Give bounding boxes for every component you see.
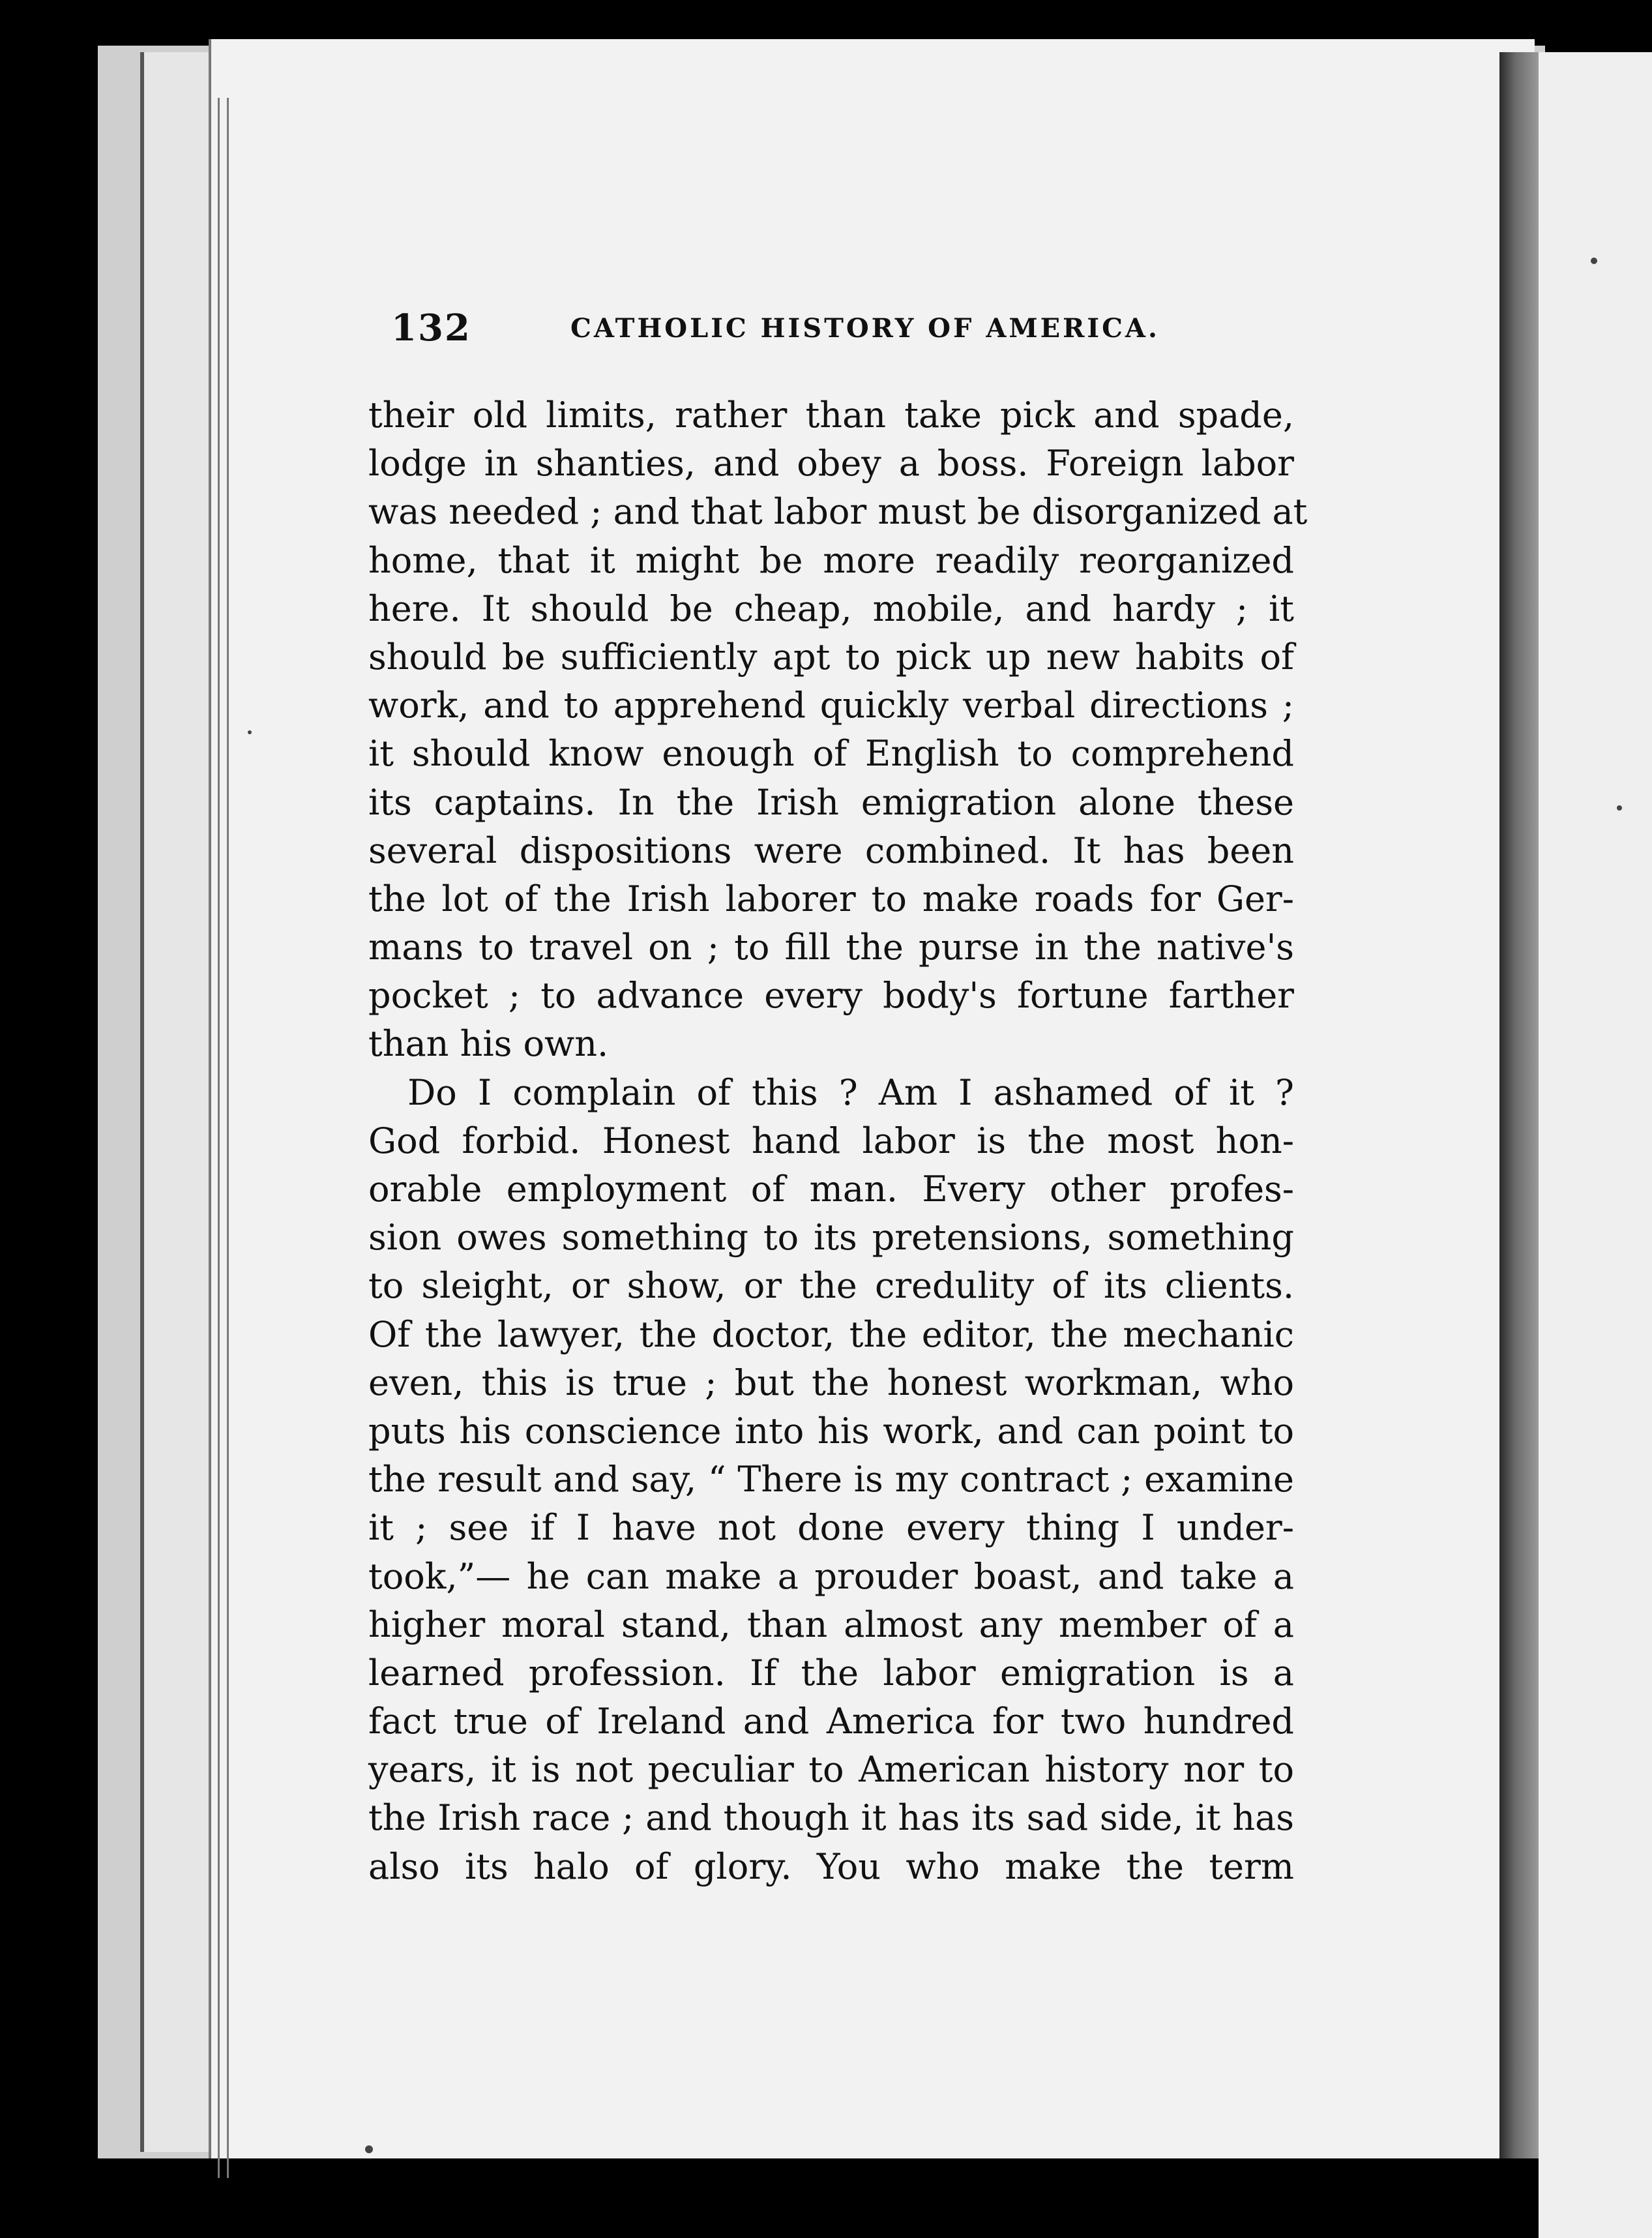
text-line: the Irish race ; and though it has its sad side, it has [368,1797,1294,1839]
text-line: Do I complain of this ? Am I ashamed of it ? [407,1071,1294,1113]
text-line: higher moral stand, than almost any member of a [368,1604,1294,1645]
text-line: work, and to apprehend quickly verbal directions ; [368,685,1294,726]
text-line: several dispositions were combined. It has been [368,829,1294,871]
text-line: the lot of the Irish laborer to make roads for Ger- [368,878,1294,919]
text-line: its captains. In the Irish emigration alone these [368,781,1294,823]
text-line: was needed ; and that labor must be disorganized at [368,491,1308,533]
text-line: puts his conscience into his work, and can point to [368,1410,1294,1452]
text-line: learned profession. If the labor emigration is a [368,1652,1294,1693]
text-line: their old limits, rather than take pick and spade, [368,395,1294,436]
text-line: to sleight, or show, or the credulity of its clients. [368,1265,1294,1307]
text-line: pocket ; to advance every body's fortune farther [368,975,1294,1017]
dust-speck [1591,258,1597,264]
text-line: the result and say, “ There is my contract ; examine [368,1459,1294,1500]
binding-line [218,98,220,2178]
text-line: than his own. [368,1023,609,1065]
binding-line [227,98,229,2178]
text-line: lodge in shanties, and obey a boss. Foreign labor [368,443,1294,485]
text-line: it ; see if I have not done every thing I under- [368,1507,1294,1549]
body-text [368,391,1308,1891]
paragraph [368,391,1308,1069]
text-line: years, it is not peculiar to American history nor to [368,1749,1294,1791]
page-number: 132 [391,306,471,350]
paragraph [368,1069,1294,1891]
text-line: home, that it might be more readily reorganized [368,539,1294,581]
dust-speck [1617,805,1622,811]
text-line: mans to travel on ; to fill the purse in the native's [368,927,1294,968]
running-head: CATHOLIC HISTORY OF AMERICA. [570,313,1160,344]
facing-page-edge [1539,52,1652,2238]
text-line: took,”— he can make a prouder boast, and take a [368,1555,1294,1597]
text-line: should be sufficiently apt to pick up new habits of [368,636,1294,678]
page-header [391,306,1304,359]
text-line: also its halo of glory. You who make the term [368,1845,1294,1887]
text-line: God forbid. Honest hand labor is the most hon- [368,1120,1294,1161]
text-line: Of the lawyer, the doctor, the editor, the mechanic [368,1313,1294,1355]
text-line: even, this is true ; but the honest workman, who [368,1362,1294,1403]
text-line: here. It should be cheap, mobile, and hardy ; it [368,588,1294,629]
text-line: it should know enough of English to comprehend [368,733,1294,775]
dust-speck [365,2145,373,2153]
text-line: sion owes something to its pretensions, something [368,1217,1294,1259]
page-gutter-shadow [1499,52,1539,2158]
text-line: orable employment of man. Every other profes- [368,1169,1294,1210]
dust-speck [248,730,252,734]
text-line: fact true of Ireland and America for two hundred [368,1701,1294,1742]
